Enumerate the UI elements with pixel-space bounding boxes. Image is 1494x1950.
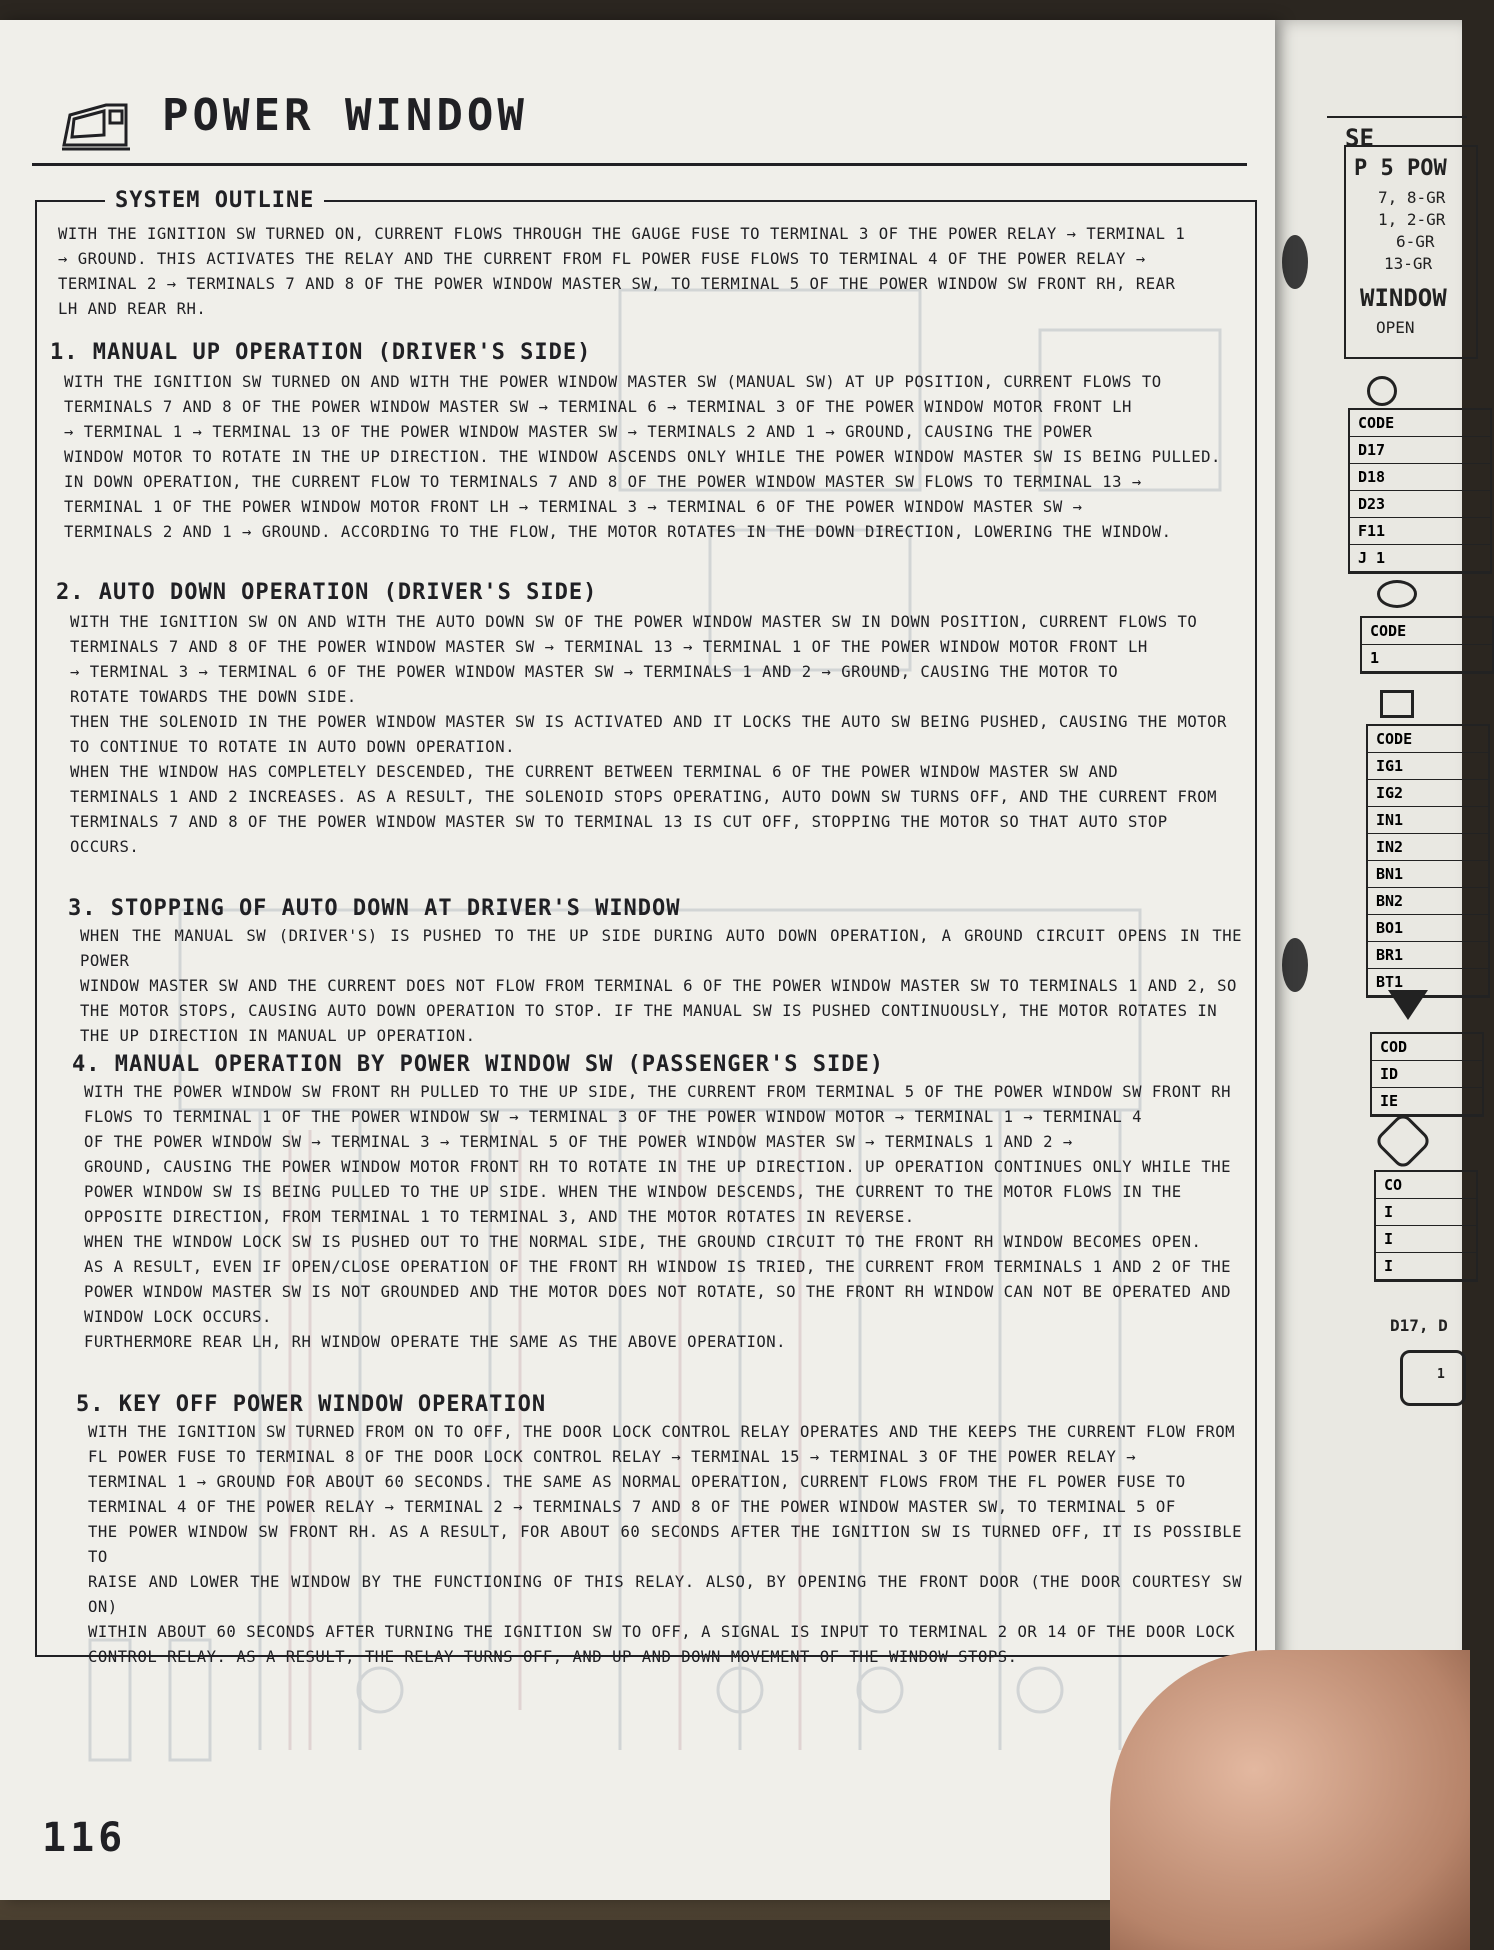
text-line: WITH THE IGNITION SW TURNED FROM ON TO OFF, THE DOOR LOCK CONTROL RELAY OPERATES AND THE KEEPS THE CURRENT FLOW FROM (88, 1423, 1236, 1441)
next-page-header: SE (1345, 124, 1374, 152)
text-line: TERMINALS 7 AND 8 OF THE POWER WINDOW MASTER SW → TERMINAL 6 → TERMINAL 3 OF THE POWER WINDOW MOTOR FRONT LH (64, 398, 1132, 416)
text-line: THE MOTOR STOPS, CAUSING AUTO DOWN OPERATION TO STOP. IF THE MANUAL SW IS PUSHED CONTINUOUSLY, THE MOTOR ROTATES IN (80, 1002, 1218, 1020)
table-cell: IG2 (1368, 780, 1488, 807)
text-line: THEN THE SOLENOID IN THE POWER WINDOW MASTER SW IS ACTIVATED AND IT LOCKS THE AUTO SW BEING PUSHED, CAUSING THE MOTOR (70, 713, 1227, 731)
text-line: WITHIN ABOUT 60 SECONDS AFTER TURNING THE IGNITION SW TO OFF, A SIGNAL IS INPUT TO TERMINAL 2 OR 14 OF THE DOOR LOCK (88, 1623, 1236, 1641)
table-cell: J 1 (1350, 545, 1490, 572)
text-line: WITH THE IGNITION SW TURNED ON, CURRENT FLOWS THROUGH THE GAUGE FUSE TO TERMINAL 3 OF THE POWER RELAY → TERMINAL 1 (58, 225, 1186, 243)
text-line: POWER WINDOW MASTER SW IS NOT GROUNDED AND THE MOTOR DOES NOT ROTATE, SO THE FRONT RH WINDOW CAN NOT BE OPERATED AND (84, 1283, 1232, 1301)
next-page-table-2 (1360, 616, 1494, 674)
text-line: WINDOW MASTER SW AND THE CURRENT DOES NOT FLOW FROM TERMINAL 6 OF THE POWER WINDOW MASTER SW TO TERMINALS 1 AND 2, SO (80, 977, 1237, 995)
text-line: AS A RESULT, EVEN IF OPEN/CLOSE OPERATION OF THE FRONT RH WINDOW IS TRIED, THE CURRENT FROM TERMINALS 1 AND 2 OF THE (84, 1258, 1232, 1276)
header-rule (32, 163, 1247, 166)
binder-hole (1282, 938, 1308, 992)
text-line: WITH THE IGNITION SW ON AND WITH THE AUTO DOWN SW OF THE POWER WINDOW MASTER SW IN DOWN POSITION, CURRENT FLOWS TO (70, 613, 1198, 631)
manual-page (0, 20, 1275, 1900)
text-line: TERMINALS 7 AND 8 OF THE POWER WINDOW MASTER SW → TERMINAL 13 → TERMINAL 1 OF THE POWER WINDOW MOTOR FRONT LH (70, 638, 1148, 656)
text-line: IN DOWN OPERATION, THE CURRENT FLOW TO TERMINALS 7 AND 8 OF THE POWER WINDOW MASTER SW FLOWS TO TERMINAL 13 → (64, 473, 1142, 491)
connector-pin-label: 1 (1437, 1367, 1445, 1382)
binder-hole (1282, 235, 1308, 289)
text-line: TERMINALS 7 AND 8 OF THE POWER WINDOW MASTER SW TO TERMINAL 13 IS CUT OFF, STOPPING THE MOTOR SO THAT AUTO STOP (70, 813, 1168, 831)
next-page-table-4 (1370, 1032, 1484, 1117)
table-cell: I (1376, 1253, 1476, 1280)
text-line: GROUND, CAUSING THE POWER WINDOW MOTOR FRONT RH TO ROTATE IN THE UP DIRECTION. UP OPERATION CONTINUES ONLY WHILE THE (84, 1158, 1232, 1176)
text-line: TERMINALS 1 AND 2 INCREASES. AS A RESULT, THE SOLENOID STOPS OPERATING, AUTO DOWN SW TURNS OFF, AND THE CURRENT FROM (70, 788, 1218, 806)
triangle-symbol-icon (1388, 990, 1428, 1020)
holding-thumb (1110, 1650, 1470, 1950)
text-line: POWER WINDOW SW IS BEING PULLED TO THE UP SIDE. WHEN THE WINDOW DESCENDS, THE CURRENT TO THE MOTOR FLOWS IN THE (84, 1183, 1182, 1201)
section-body (88, 1420, 1242, 1670)
connector-icon (1400, 1350, 1466, 1406)
table-cell: D23 (1350, 491, 1490, 518)
table-cell: BN2 (1368, 888, 1488, 915)
section-body (80, 924, 1242, 1049)
text-line: TERMINALS 2 AND 1 → GROUND. ACCORDING TO THE FLOW, THE MOTOR ROTATES IN THE DOWN DIRECTION, LOWERING THE WINDOW. (64, 523, 1172, 541)
next-page-line: 13-GR (1384, 254, 1433, 273)
table-header: CO (1376, 1172, 1476, 1199)
table-header: CODE (1350, 410, 1490, 437)
section-title: 1. MANUAL UP OPERATION (DRIVER'S SIDE) (50, 340, 592, 365)
text-line: OPPOSITE DIRECTION, FROM TERMINAL 1 TO TERMINAL 3, AND THE MOTOR ROTATES IN REVERSE. (84, 1208, 915, 1226)
text-line: THE POWER WINDOW SW FRONT RH. AS A RESULT, FOR ABOUT 60 SECONDS AFTER THE IGNITION SW IS TURNED OFF, IT IS POSSIBLE TO (88, 1523, 1242, 1566)
octagon-symbol-icon (1373, 1111, 1432, 1170)
table-cell: F11 (1350, 518, 1490, 545)
text-line: WHEN THE WINDOW HAS COMPLETELY DESCENDED, THE CURRENT BETWEEN TERMINAL 6 OF THE POWER WINDOW MASTER SW AND (70, 763, 1119, 781)
text-line: FL POWER FUSE TO TERMINAL 8 OF THE DOOR LOCK CONTROL RELAY → TERMINAL 15 → TERMINAL 3 OF THE POWER RELAY → (88, 1448, 1137, 1466)
power-window-car-icon (60, 95, 132, 153)
text-line: RAISE AND LOWER THE WINDOW BY THE FUNCTIONING OF THIS RELAY. ALSO, BY OPENING THE FRONT DOOR (THE DOOR COURTESY SW ON) (88, 1573, 1242, 1616)
text-line: ROTATE TOWARDS THE DOWN SIDE. (70, 688, 357, 706)
text-line: WHEN THE MANUAL SW (DRIVER'S) IS PUSHED TO THE UP SIDE DURING AUTO DOWN OPERATION, A GROUND CIRCUIT OPENS IN THE POWER (80, 927, 1242, 970)
text-line: → TERMINAL 3 → TERMINAL 6 OF THE POWER WINDOW MASTER SW → TERMINALS 1 AND 2 → GROUND, CAUSING THE MOTOR TO (70, 663, 1119, 681)
next-page-table-1 (1348, 408, 1492, 574)
table-cell: BT1 (1368, 969, 1488, 996)
text-line: TERMINAL 2 → TERMINALS 7 AND 8 OF THE POWER WINDOW MASTER SW, TO TERMINAL 5 OF THE POWER WINDOW SW FRONT RH, REAR (58, 275, 1176, 293)
table-cell: BN1 (1368, 861, 1488, 888)
system-outline-label: SYSTEM OUTLINE (105, 188, 324, 213)
table-header: COD (1372, 1034, 1482, 1061)
square-symbol-icon (1380, 690, 1414, 718)
text-line: → GROUND. THIS ACTIVATES THE RELAY AND THE CURRENT FROM FL POWER FUSE FLOWS TO TERMINAL 4 OF THE POWER RELAY → (58, 250, 1146, 268)
table-cell: ID (1372, 1061, 1482, 1088)
next-page-bottom-label: D17, D (1390, 1316, 1448, 1335)
table-cell: D17 (1350, 437, 1490, 464)
table-cell: IE (1372, 1088, 1482, 1115)
page-number: 116 (42, 1815, 127, 1861)
text-line: WITH THE IGNITION SW TURNED ON AND WITH THE POWER WINDOW MASTER SW (MANUAL SW) AT UP POSITION, CURRENT FLOWS TO (64, 373, 1162, 391)
text-line: CONTROL RELAY. AS A RESULT, THE RELAY TURNS OFF, AND UP AND DOWN MOVEMENT OF THE WINDOW STOPS. (88, 1648, 1018, 1666)
text-line: TO CONTINUE TO ROTATE IN AUTO DOWN OPERATION. (70, 738, 515, 756)
section-body (70, 610, 1240, 860)
table-cell: BO1 (1368, 915, 1488, 942)
text-line: WITH THE POWER WINDOW SW FRONT RH PULLED TO THE UP SIDE, THE CURRENT FROM TERMINAL 5 OF THE POWER WINDOW SW FRONT RH (84, 1083, 1232, 1101)
next-page-rule (1327, 116, 1467, 118)
table-header: CODE (1368, 726, 1488, 753)
section-title: 3. STOPPING OF AUTO DOWN AT DRIVER'S WINDOW (68, 896, 681, 921)
next-page-table-5 (1374, 1170, 1478, 1282)
section-title: 2. AUTO DOWN OPERATION (DRIVER'S SIDE) (56, 580, 598, 605)
table-cell: IN2 (1368, 834, 1488, 861)
next-page-open-label: OPEN (1376, 318, 1415, 337)
text-line: OCCURS. (70, 838, 140, 856)
circle-symbol-icon (1367, 376, 1397, 406)
oval-symbol-icon (1377, 580, 1417, 608)
text-line: WHEN THE WINDOW LOCK SW IS PUSHED OUT TO THE NORMAL SIDE, THE GROUND CIRCUIT TO THE FRONT RH WINDOW BECOMES OPEN. (84, 1233, 1202, 1251)
text-line: OF THE POWER WINDOW SW → TERMINAL 3 → TERMINAL 5 OF THE POWER WINDOW MASTER SW → TERMINALS 1 AND 2 → (84, 1133, 1073, 1151)
text-line: THE UP DIRECTION IN MANUAL UP OPERATION. (80, 1027, 476, 1045)
text-line: LH AND REAR RH. (58, 300, 207, 318)
text-line: TERMINAL 1 → GROUND FOR ABOUT 60 SECONDS. THE SAME AS NORMAL OPERATION, CURRENT FLOWS FROM THE FL POWER FUSE TO (88, 1473, 1186, 1491)
page-title: POWER WINDOW (162, 90, 528, 141)
section-title: 5. KEY OFF POWER WINDOW OPERATION (76, 1392, 547, 1417)
system-outline-text (58, 222, 1238, 322)
table-cell: D18 (1350, 464, 1490, 491)
text-line: WINDOW MOTOR TO ROTATE IN THE UP DIRECTION. THE WINDOW ASCENDS ONLY WHILE THE POWER WINDOW MASTER SW IS BEING PULLED. (64, 448, 1221, 466)
section-title: 4. MANUAL OPERATION BY POWER WINDOW SW (PASSENGER'S SIDE) (72, 1052, 884, 1077)
next-page-line: 7, 8-GR (1378, 188, 1446, 207)
next-page-title: P 5 POW (1354, 156, 1447, 181)
text-line: FLOWS TO TERMINAL 1 OF THE POWER WINDOW SW → TERMINAL 3 OF THE POWER WINDOW MOTOR → TERMINAL 1 → TERMINAL 4 (84, 1108, 1143, 1126)
next-page-window-label: WINDOW (1360, 284, 1447, 312)
next-page-line: 6-GR (1396, 232, 1435, 251)
next-page-line: 1, 2-GR (1378, 210, 1446, 229)
section-body (64, 370, 1240, 545)
table-cell: I (1376, 1199, 1476, 1226)
next-page-table-3 (1366, 724, 1490, 998)
table-cell: IN1 (1368, 807, 1488, 834)
text-line: TERMINAL 1 OF THE POWER WINDOW MOTOR FRONT LH → TERMINAL 3 → TERMINAL 6 OF THE POWER WINDOW MASTER SW → (64, 498, 1083, 516)
table-cell: BR1 (1368, 942, 1488, 969)
text-line: WINDOW LOCK OCCURS. (84, 1308, 272, 1326)
table-cell: I (1376, 1226, 1476, 1253)
table-cell: IG1 (1368, 753, 1488, 780)
table-header: CODE (1362, 618, 1492, 645)
text-line: FURTHERMORE REAR LH, RH WINDOW OPERATE THE SAME AS THE ABOVE OPERATION. (84, 1333, 787, 1351)
table-cell: 1 (1362, 645, 1492, 672)
text-line: TERMINAL 4 OF THE POWER RELAY → TERMINAL 2 → TERMINALS 7 AND 8 OF THE POWER WINDOW MASTER SW, TO TERMINAL 5 OF (88, 1498, 1176, 1516)
section-body (84, 1080, 1244, 1355)
text-line: → TERMINAL 1 → TERMINAL 13 OF THE POWER WINDOW MASTER SW → TERMINALS 2 AND 1 → GROUND, CAUSING THE POWER (64, 423, 1093, 441)
